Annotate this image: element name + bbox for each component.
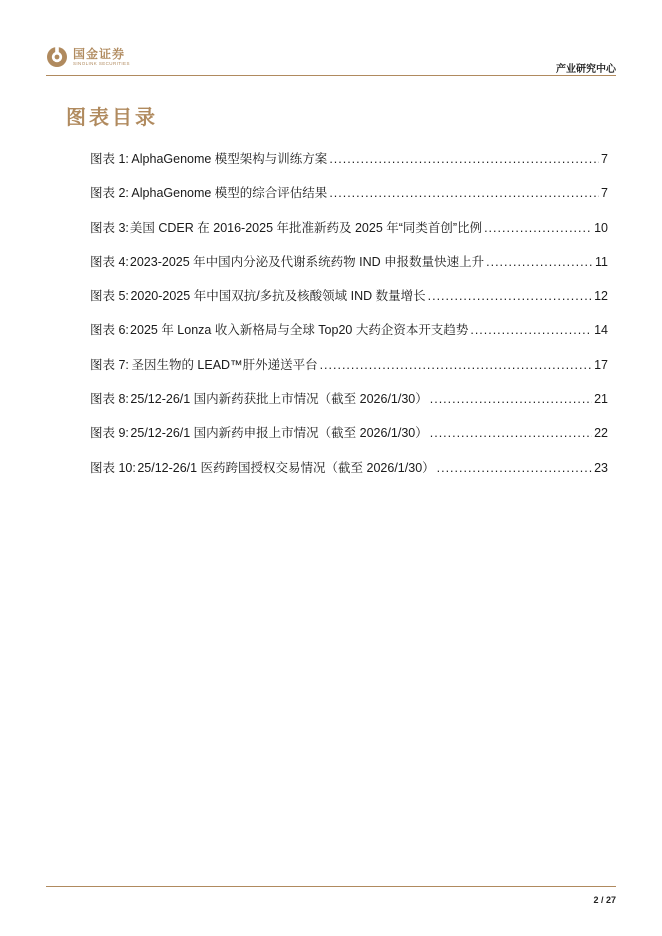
header-divider <box>46 75 616 76</box>
toc-entry-title: AlphaGenome 模型的综合评估结果 <box>131 186 328 201</box>
toc-entry[interactable] <box>90 355 608 389</box>
toc-entry-label: 图表 4: <box>90 254 129 269</box>
toc-entry-page: 23 <box>594 460 608 475</box>
header-department: 产业研究中心 <box>556 64 616 75</box>
toc-entry[interactable] <box>90 149 608 183</box>
toc-entry-page: 7 <box>601 152 608 166</box>
toc-entry-label: 图表 9: <box>90 426 129 441</box>
toc-title: 图表目录 <box>66 105 158 129</box>
toc-leader-dots <box>437 461 592 475</box>
toc-entry[interactable] <box>90 389 608 423</box>
toc-entry[interactable] <box>90 218 608 252</box>
toc-leader-dots <box>320 358 593 372</box>
toc-leader-dots <box>430 392 592 406</box>
toc-entry-page: 22 <box>594 426 608 441</box>
toc-entry-title: 2023-2025 年中国内分泌及代谢系统药物 IND 申报数量快速上升 <box>129 254 485 269</box>
company-logo <box>46 46 130 68</box>
toc-entry[interactable] <box>90 183 608 217</box>
toc-entry[interactable] <box>90 423 608 457</box>
toc-entry-page: 17 <box>594 357 608 372</box>
toc-entry-page: 12 <box>594 289 608 304</box>
toc-leader-dots <box>428 289 592 303</box>
toc-leader-dots <box>484 221 592 235</box>
toc-leader-dots <box>486 255 593 269</box>
logo-chinese-name: 国金证券 <box>73 46 126 61</box>
toc-entry-label: 图表 5: <box>90 289 129 304</box>
toc-entry-page: 7 <box>601 186 608 201</box>
toc-entry-page: 21 <box>594 392 608 407</box>
logo-english-name: SINOLINK SECURITIES <box>73 60 130 66</box>
toc-entry[interactable] <box>90 320 608 354</box>
toc-entry-title: 25/12-26/1 医药跨国授权交易情况（截至 2026/1/30） <box>137 460 435 475</box>
toc-entry-label: 图表 10: <box>90 460 136 475</box>
toc-entry[interactable] <box>90 286 608 320</box>
toc-entry-page: 14 <box>594 323 608 338</box>
toc-entry-page: 11 <box>595 254 608 269</box>
footer-divider <box>46 886 616 887</box>
toc-entry-page: 10 <box>594 220 608 235</box>
toc-entry-title: 25/12-26/1 国内新药申报上市情况（截至 2026/1/30） <box>130 426 428 441</box>
toc-entry-label: 图表 2: <box>90 186 129 201</box>
sinolink-logo-icon <box>46 46 68 68</box>
page-number: 2 / 27 <box>593 895 616 905</box>
toc-list <box>90 149 608 492</box>
toc-entry-title: 2025 年 Lonza 收入新格局与全球 Top20 大药企资本开支趋势 <box>130 323 469 338</box>
toc-entry-label: 图表 1: <box>90 152 129 166</box>
toc-entry-title: 美国 CDER 在 2016-2025 年批准新药及 2025 年“同类首创”比例 <box>129 220 483 235</box>
toc-entry-title: 2020-2025 年中国双抗/多抗及核酸领域 IND 数量增长 <box>130 289 426 304</box>
toc-entry[interactable] <box>90 458 608 492</box>
toc-leader-dots <box>329 152 599 166</box>
toc-entry-label: 图表 6: <box>90 323 129 338</box>
toc-entry[interactable] <box>90 252 608 286</box>
toc-entry-title: 圣因生物的 LEAD™肝外递送平台 <box>131 357 318 372</box>
toc-entry-label: 图表 3: <box>90 220 129 235</box>
toc-leader-dots <box>430 426 592 440</box>
toc-leader-dots <box>470 323 592 337</box>
toc-leader-dots <box>329 186 599 200</box>
toc-entry-title: AlphaGenome 模型架构与训练方案 <box>131 152 328 166</box>
toc-entry-label: 图表 7: <box>90 357 129 372</box>
toc-entry-title: 25/12-26/1 国内新药获批上市情况（截至 2026/1/30） <box>130 392 428 407</box>
toc-entry-label: 图表 8: <box>90 392 129 407</box>
